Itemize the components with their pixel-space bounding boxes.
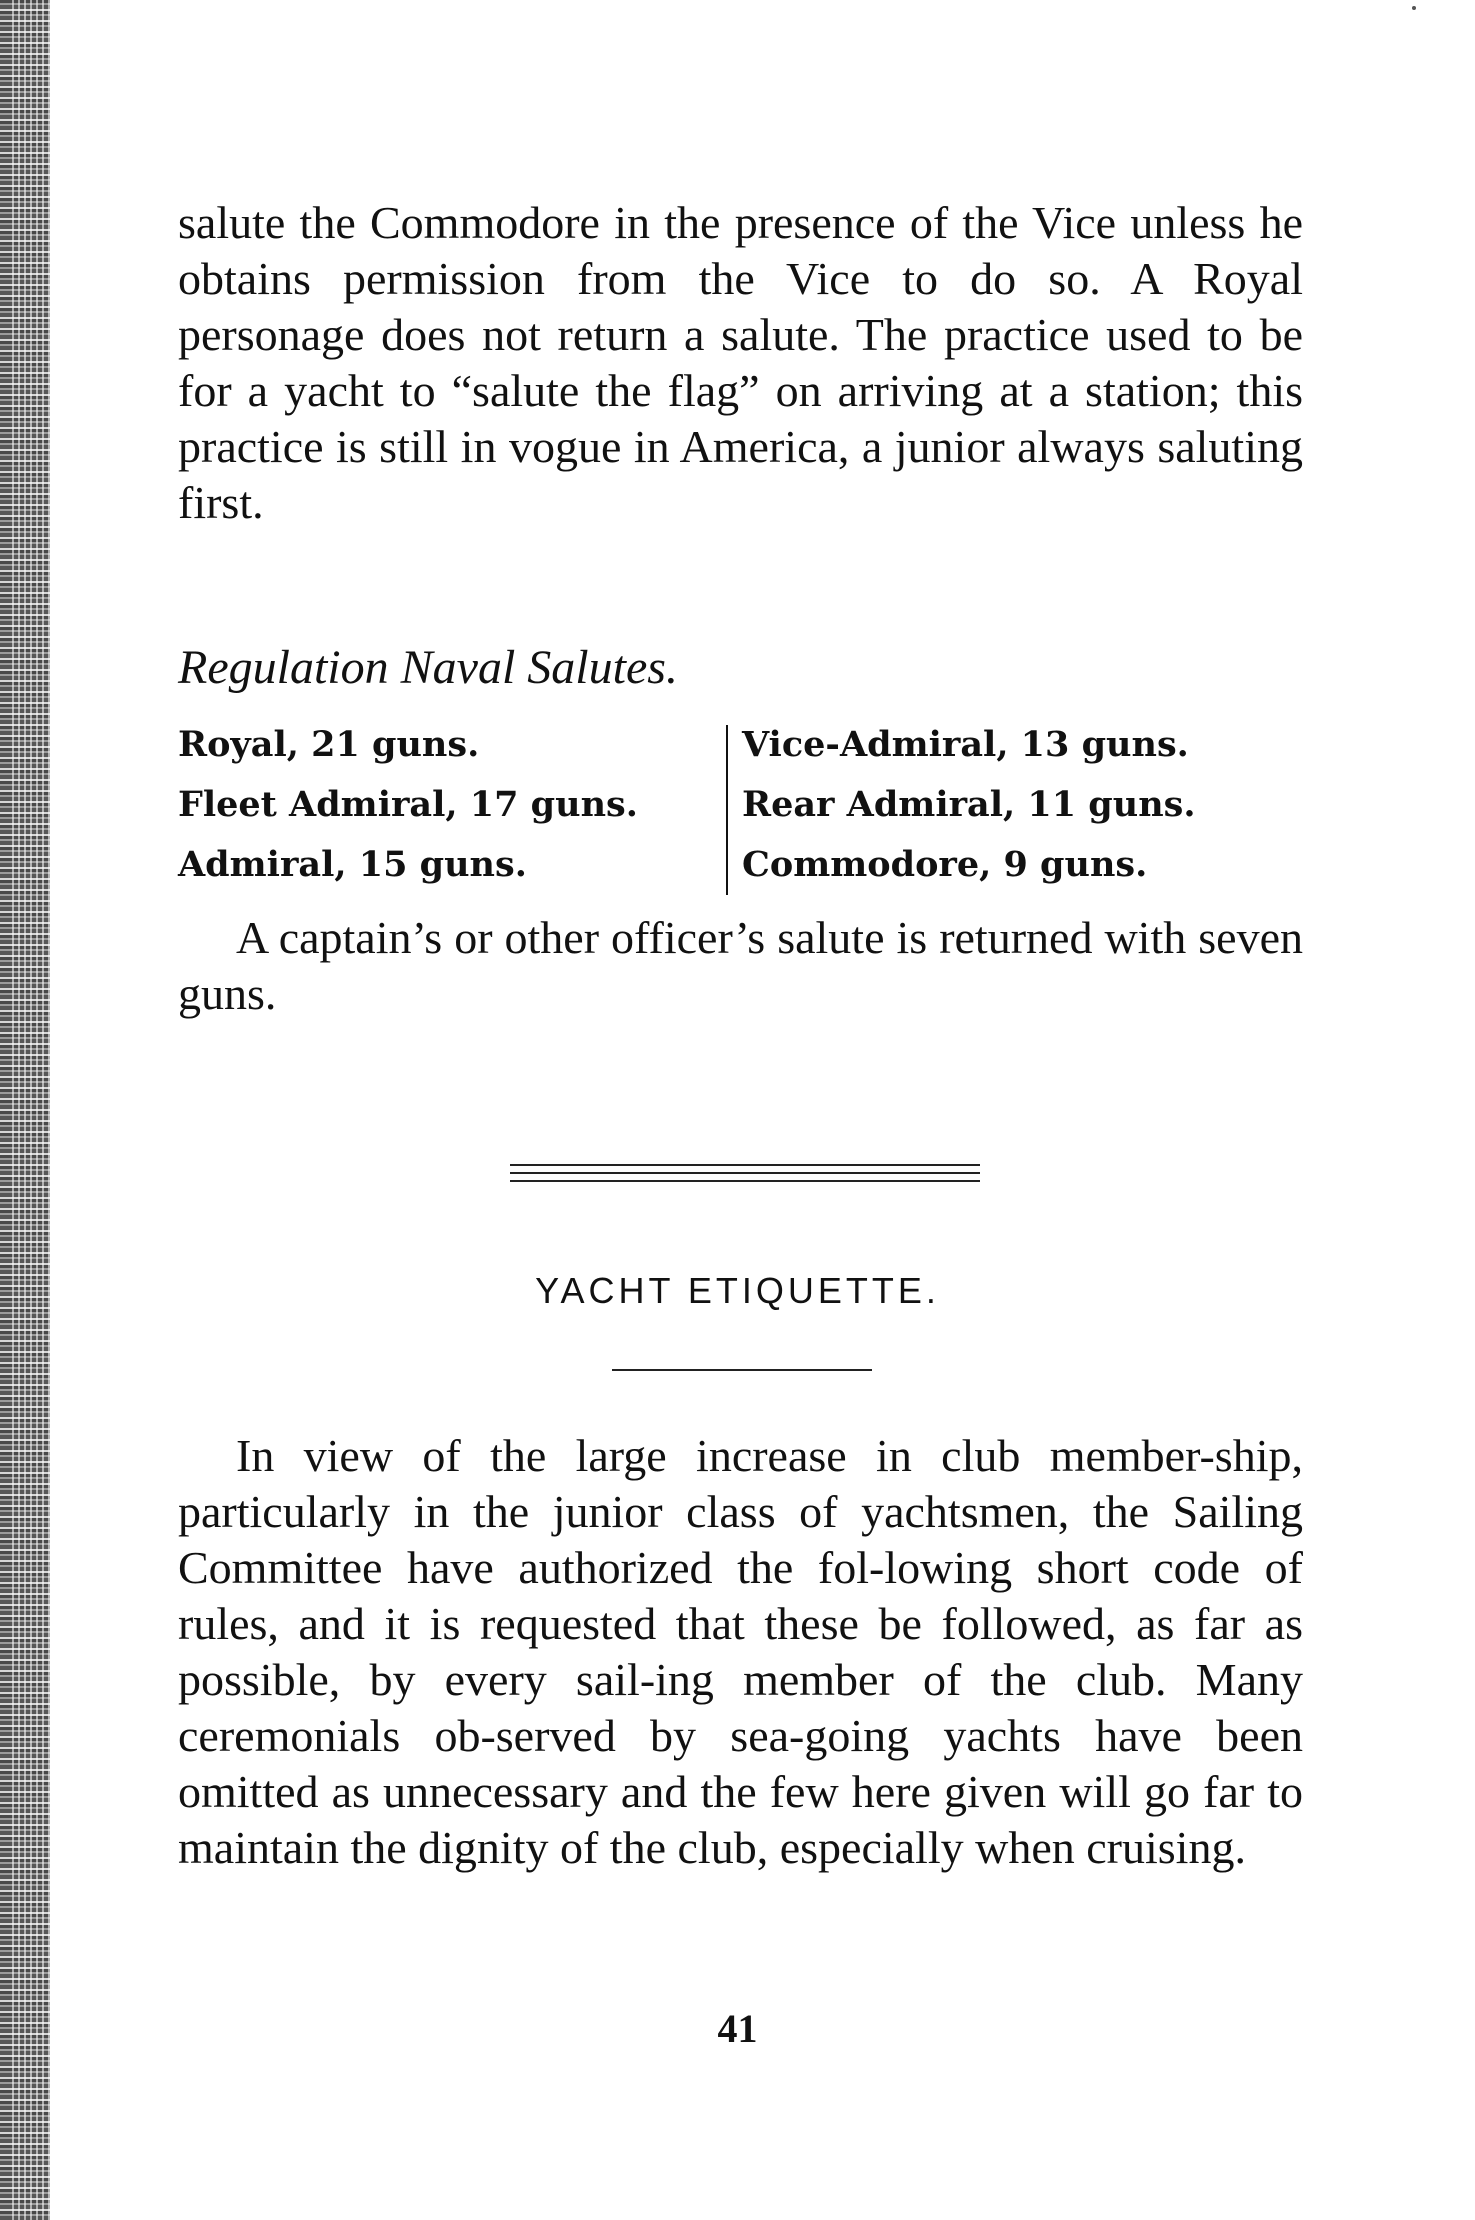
ornament-line: [510, 1164, 980, 1166]
section-title: YACHT ETIQUETTE.: [535, 1270, 940, 1311]
opening-text-block: [178, 195, 1303, 531]
section-divider-ornament: [510, 1160, 980, 1186]
salute-entry: Royal, 21 guns.: [178, 724, 480, 765]
naval-salutes-heading: Regulation Naval Salutes.: [178, 641, 678, 694]
page-number: 41: [717, 2006, 758, 2051]
salute-entry: Vice-Admiral, 13 guns.: [742, 724, 1189, 765]
print-speck: [1412, 6, 1416, 10]
naval-salutes-table: [178, 715, 1308, 895]
opening-paragraph: salute the Commodore in the presence of the Vice unless he obtains permission from the Vice to do so. A Royal personage does not return a salute. The practice used to be for a yacht to “salute the flag” on arriving at a station; this practice is still in vogue in America, a junior always saluting first.: [178, 197, 1303, 528]
salute-entry: Commodore, 9 guns.: [742, 844, 1148, 885]
officer-salute-paragraph: A captain’s or other officer’s salute is returned with seven guns.: [178, 912, 1303, 1019]
salute-entry: Rear Admiral, 11 guns.: [742, 784, 1196, 825]
salutes-left-column: [178, 715, 718, 895]
book-spine-edge: [0, 0, 50, 2220]
naval-salutes-heading-block: [178, 640, 1303, 696]
column-divider: [726, 725, 728, 895]
ornament-line: [510, 1172, 980, 1174]
officer-salute-block: [178, 910, 1303, 1022]
title-underline-rule: [612, 1369, 872, 1371]
salutes-right-column: [742, 715, 1308, 895]
salute-entry: Fleet Admiral, 17 guns.: [178, 784, 638, 825]
ornament-line: [510, 1180, 980, 1182]
etiquette-paragraph: In view of the large increase in club member-ship, particularly in the junior class of yachtsmen, the Sailing Committee have authorized the fol-lowing short code of rules, and it is requested that these be followed, as far as possible, by every sail-ing member of the club. Many ceremonials ob-served by sea-going yachts have been omitted as unnecessary and the few here given will go far to maintain the dignity of the club, especially when cruising.: [178, 1430, 1303, 1873]
etiquette-text-block: [178, 1428, 1303, 1876]
salute-entry: Admiral, 15 guns.: [178, 844, 527, 885]
